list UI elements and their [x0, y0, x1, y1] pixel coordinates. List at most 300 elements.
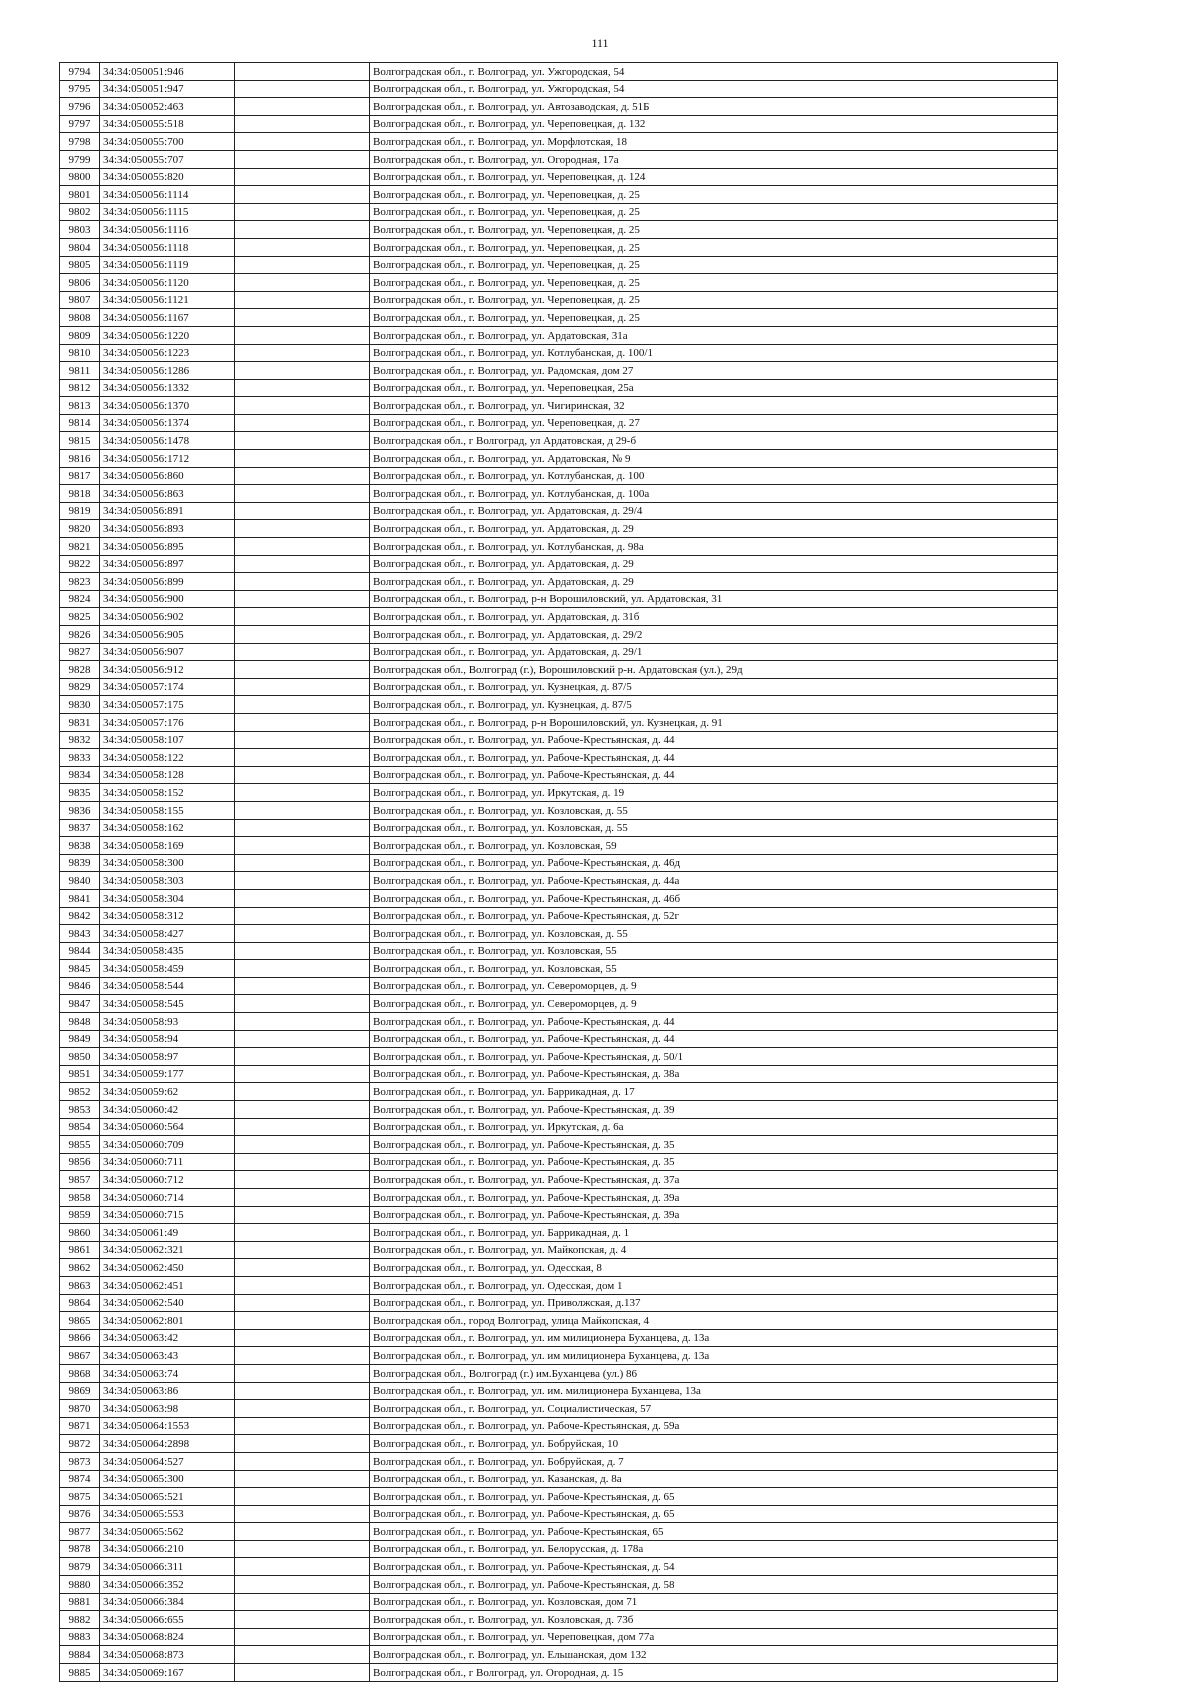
table-row	[60, 502, 1058, 520]
row-number: 9807	[60, 291, 100, 309]
address: Волгоградская обл., г. Волгоград, ул. Козловская, д. 55	[370, 801, 1058, 819]
address: Волгоградская обл., г. Волгоград, ул. им. милиционера Буханцева, 13а	[370, 1382, 1058, 1400]
table-row	[60, 1241, 1058, 1259]
empty-cell	[235, 1646, 370, 1664]
row-number: 9855	[60, 1136, 100, 1154]
row-number: 9853	[60, 1101, 100, 1119]
empty-cell	[235, 1189, 370, 1207]
cadastral-number: 34:34:050056:1374	[100, 414, 235, 432]
empty-cell	[235, 1664, 370, 1682]
row-number: 9859	[60, 1206, 100, 1224]
row-number: 9815	[60, 432, 100, 450]
table-row	[60, 1294, 1058, 1312]
table-row	[60, 379, 1058, 397]
cadastral-number: 34:34:050062:540	[100, 1294, 235, 1312]
table-row	[60, 432, 1058, 450]
address: Волгоградская обл., г. Волгоград, ул. Череповецкая, д. 25	[370, 221, 1058, 239]
empty-cell	[235, 1435, 370, 1453]
table-row	[60, 63, 1058, 81]
cadastral-number: 34:34:050061:49	[100, 1224, 235, 1242]
row-number: 9821	[60, 538, 100, 556]
row-number: 9840	[60, 872, 100, 890]
empty-cell	[235, 397, 370, 415]
cadastral-number: 34:34:050056:891	[100, 502, 235, 520]
row-number: 9825	[60, 608, 100, 626]
address: Волгоградская обл., г. Волгоград, ул. Рабоче-Крестьянская, д. 38а	[370, 1065, 1058, 1083]
address: Волгоградская обл., г. Волгоград, ул. Рабоче-Крестьянская, д. 35	[370, 1153, 1058, 1171]
cadastral-number: 34:34:050056:893	[100, 520, 235, 538]
empty-cell	[235, 326, 370, 344]
cadastral-number: 34:34:050056:900	[100, 590, 235, 608]
row-number: 9872	[60, 1435, 100, 1453]
address: Волгоградская обл., г. Волгоград, ул. Череповецкая, д. 25	[370, 238, 1058, 256]
empty-cell	[235, 1171, 370, 1189]
row-number: 9862	[60, 1259, 100, 1277]
cadastral-number: 34:34:050056:1121	[100, 291, 235, 309]
empty-cell	[235, 1382, 370, 1400]
address: Волгоградская обл., г. Волгоград, ул. Рабоче-Крестьянская, д. 39	[370, 1101, 1058, 1119]
cadastral-number: 34:34:050068:824	[100, 1628, 235, 1646]
row-number: 9861	[60, 1241, 100, 1259]
table-row	[60, 203, 1058, 221]
address: Волгоградская обл., г. Волгоград, ул. Котлубанская, д. 100а	[370, 485, 1058, 503]
row-number: 9866	[60, 1329, 100, 1347]
cadastral-number: 34:34:050056:1167	[100, 309, 235, 327]
row-number: 9820	[60, 520, 100, 538]
cadastral-number: 34:34:050066:210	[100, 1540, 235, 1558]
table-row	[60, 1417, 1058, 1435]
address: Волгоградская обл., г. Волгоград, ул. Иркутская, д. 19	[370, 784, 1058, 802]
table-row	[60, 573, 1058, 591]
table-row	[60, 819, 1058, 837]
empty-cell	[235, 1294, 370, 1312]
empty-cell	[235, 186, 370, 204]
table-row	[60, 450, 1058, 468]
address: Волгоградская обл., г. Волгоград, ул. Рабоче-Крестьянская, д. 65	[370, 1488, 1058, 1506]
table-row	[60, 1224, 1058, 1242]
row-number: 9796	[60, 98, 100, 116]
address: Волгоградская обл., Волгоград (г.), Ворошиловский р-н. Ардатовская (ул.), 29д	[370, 661, 1058, 679]
cadastral-number: 34:34:050062:450	[100, 1259, 235, 1277]
row-number: 9874	[60, 1470, 100, 1488]
table-row	[60, 291, 1058, 309]
address: Волгоградская обл., г. Волгоград, ул. Одесская, 8	[370, 1259, 1058, 1277]
row-number: 9797	[60, 115, 100, 133]
address: Волгоградская обл., г. Волгоград, ул. Белорусская, д. 178а	[370, 1540, 1058, 1558]
row-number: 9878	[60, 1540, 100, 1558]
cadastral-number: 34:34:050063:42	[100, 1329, 235, 1347]
address: Волгоградская обл., г. Волгоград, ул. Козловская, д. 55	[370, 819, 1058, 837]
cadastral-number: 34:34:050059:177	[100, 1065, 235, 1083]
row-number: 9882	[60, 1611, 100, 1629]
cadastral-number: 34:34:050058:169	[100, 837, 235, 855]
address: Волгоградская обл., г. Волгоград, ул. Рабоче-Крестьянская, д. 39а	[370, 1189, 1058, 1207]
cadastral-number: 34:34:050056:1119	[100, 256, 235, 274]
empty-cell	[235, 362, 370, 380]
row-number: 9816	[60, 450, 100, 468]
cadastral-number: 34:34:050058:107	[100, 731, 235, 749]
row-number: 9876	[60, 1505, 100, 1523]
table-row	[60, 1030, 1058, 1048]
cadastral-number: 34:34:050058:459	[100, 960, 235, 978]
table-row	[60, 1329, 1058, 1347]
empty-cell	[235, 414, 370, 432]
address: Волгоградская обл., г. Волгоград, ул. им милиционера Буханцева, д. 13а	[370, 1347, 1058, 1365]
empty-cell	[235, 1329, 370, 1347]
empty-cell	[235, 485, 370, 503]
table-row	[60, 221, 1058, 239]
cadastral-number: 34:34:050062:451	[100, 1276, 235, 1294]
table-row	[60, 1452, 1058, 1470]
empty-cell	[235, 450, 370, 468]
address: Волгоградская обл., г. Волгоград, ул. Рабоче-Крестьянская, д. 46д	[370, 854, 1058, 872]
empty-cell	[235, 1558, 370, 1576]
cadastral-number: 34:34:050056:1114	[100, 186, 235, 204]
empty-cell	[235, 520, 370, 538]
row-number: 9828	[60, 661, 100, 679]
cadastral-number: 34:34:050062:801	[100, 1312, 235, 1330]
table-row	[60, 555, 1058, 573]
cadastral-number: 34:34:050068:873	[100, 1646, 235, 1664]
address: Волгоградская обл., г. Волгоград, ул. Череповецкая, д. 124	[370, 168, 1058, 186]
row-number: 9845	[60, 960, 100, 978]
table-row	[60, 766, 1058, 784]
row-number: 9810	[60, 344, 100, 362]
row-number: 9830	[60, 696, 100, 714]
row-number: 9857	[60, 1171, 100, 1189]
cadastral-number: 34:34:050055:820	[100, 168, 235, 186]
row-number: 9794	[60, 63, 100, 81]
empty-cell	[235, 1417, 370, 1435]
row-number: 9813	[60, 397, 100, 415]
table-row	[60, 889, 1058, 907]
empty-cell	[235, 1593, 370, 1611]
row-number: 9851	[60, 1065, 100, 1083]
row-number: 9819	[60, 502, 100, 520]
address: Волгоградская обл., г. Волгоград, ул. Череповецкая, 25а	[370, 379, 1058, 397]
address: Волгоградская обл., г. Волгоград, ул. Ардатовская, д. 29/2	[370, 626, 1058, 644]
empty-cell	[235, 168, 370, 186]
address: Волгоградская обл., г. Волгоград, ул. Кузнецкая, д. 87/5	[370, 678, 1058, 696]
row-number: 9836	[60, 801, 100, 819]
row-number: 9802	[60, 203, 100, 221]
cadastral-number: 34:34:050058:300	[100, 854, 235, 872]
empty-cell	[235, 1065, 370, 1083]
row-number: 9869	[60, 1382, 100, 1400]
table-row	[60, 1400, 1058, 1418]
table-row	[60, 1646, 1058, 1664]
empty-cell	[235, 555, 370, 573]
cadastral-number: 34:34:050056:1118	[100, 238, 235, 256]
address: Волгоградская обл., г. Волгоград, ул. Рабоче-Крестьянская, д. 50/1	[370, 1048, 1058, 1066]
empty-cell	[235, 925, 370, 943]
row-number: 9805	[60, 256, 100, 274]
address: Волгоградская обл., г. Волгоград, ул. Котлубанская, д. 98а	[370, 538, 1058, 556]
address: Волгоградская обл., г. Волгоград, р-н Ворошиловский, ул. Ардатовская, 31	[370, 590, 1058, 608]
address: Волгоградская обл., г. Волгоград, ул. Бобруйская, 10	[370, 1435, 1058, 1453]
table-row	[60, 115, 1058, 133]
cadastral-number: 34:34:050052:463	[100, 98, 235, 116]
table-row	[60, 1593, 1058, 1611]
row-number: 9854	[60, 1118, 100, 1136]
table-row	[60, 749, 1058, 767]
row-number: 9838	[60, 837, 100, 855]
address: Волгоградская обл., г. Волгоград, ул. Рабоче-Крестьянская, д. 65	[370, 1505, 1058, 1523]
row-number: 9884	[60, 1646, 100, 1664]
cadastral-number: 34:34:050056:897	[100, 555, 235, 573]
empty-cell	[235, 538, 370, 556]
empty-cell	[235, 133, 370, 151]
row-number: 9875	[60, 1488, 100, 1506]
address: Волгоградская обл., г. Волгоград, ул. Рабоче-Крестьянская, д. 39а	[370, 1206, 1058, 1224]
table-row	[60, 1576, 1058, 1594]
row-number: 9842	[60, 907, 100, 925]
table-row	[60, 1505, 1058, 1523]
row-number: 9864	[60, 1294, 100, 1312]
address: Волгоградская обл., г. Волгоград, ул. Рабоче-Крестьянская, д. 54	[370, 1558, 1058, 1576]
table-row	[60, 590, 1058, 608]
row-number: 9833	[60, 749, 100, 767]
empty-cell	[235, 274, 370, 292]
empty-cell	[235, 854, 370, 872]
register-body	[60, 63, 1058, 1682]
cadastral-number: 34:34:050064:1553	[100, 1417, 235, 1435]
address: Волгоградская обл., г. Волгоград, ул. Огородная, 17а	[370, 150, 1058, 168]
cadastral-number: 34:34:050058:427	[100, 925, 235, 943]
cadastral-number: 34:34:050058:544	[100, 977, 235, 995]
row-number: 9847	[60, 995, 100, 1013]
empty-cell	[235, 63, 370, 81]
row-number: 9863	[60, 1276, 100, 1294]
address: Волгоградская обл., г. Волгоград, ул. Одесская, дом 1	[370, 1276, 1058, 1294]
address: Волгоградская обл., г. Волгоград, ул. Козловская, 55	[370, 960, 1058, 978]
table-row	[60, 872, 1058, 890]
address: Волгоградская обл., г. Волгоград, ул. Баррикадная, д. 17	[370, 1083, 1058, 1101]
address: Волгоградская обл., г. Волгоград, ул. Череповецкая, д. 25	[370, 291, 1058, 309]
empty-cell	[235, 309, 370, 327]
empty-cell	[235, 590, 370, 608]
address: Волгоградская обл., г. Волгоград, ул. Рабоче-Крестьянская, д. 58	[370, 1576, 1058, 1594]
table-row	[60, 1101, 1058, 1119]
cadastral-number: 34:34:050056:1370	[100, 397, 235, 415]
table-row	[60, 731, 1058, 749]
cadastral-number: 34:34:050056:907	[100, 643, 235, 661]
empty-cell	[235, 819, 370, 837]
cadastral-number: 34:34:050060:711	[100, 1153, 235, 1171]
address: Волгоградская обл., г. Волгоград, ул. Череповецкая, д. 25	[370, 274, 1058, 292]
table-row	[60, 1048, 1058, 1066]
table-row	[60, 626, 1058, 644]
address: Волгоградская обл., г. Волгоград, ул. Североморцев, д. 9	[370, 977, 1058, 995]
table-row	[60, 467, 1058, 485]
address: Волгоградская обл., г. Волгоград, ул. Череповецкая, д. 132	[370, 115, 1058, 133]
cadastral-number: 34:34:050055:700	[100, 133, 235, 151]
empty-cell	[235, 1083, 370, 1101]
empty-cell	[235, 1241, 370, 1259]
register-table	[59, 62, 1058, 1682]
address: Волгоградская обл., г. Волгоград, ул. Морфлотская, 18	[370, 133, 1058, 151]
address: Волгоградская обл., г. Волгоград, ул. Рабоче-Крестьянская, д. 37а	[370, 1171, 1058, 1189]
table-row	[60, 1065, 1058, 1083]
empty-cell	[235, 1153, 370, 1171]
cadastral-number: 34:34:050056:895	[100, 538, 235, 556]
address: Волгоградская обл., г. Волгоград, ул. Рабоче-Крестьянская, д. 59а	[370, 1417, 1058, 1435]
address: Волгоградская обл., г Волгоград, ул Ардатовская, д 29-б	[370, 432, 1058, 450]
table-row	[60, 326, 1058, 344]
empty-cell	[235, 150, 370, 168]
address: Волгоградская обл., г. Волгоград, ул. Рабоче-Крестьянская, д. 44а	[370, 872, 1058, 890]
cadastral-number: 34:34:050058:162	[100, 819, 235, 837]
empty-cell	[235, 1224, 370, 1242]
table-row	[60, 608, 1058, 626]
empty-cell	[235, 1540, 370, 1558]
empty-cell	[235, 1048, 370, 1066]
cadastral-number: 34:34:050060:712	[100, 1171, 235, 1189]
row-number: 9841	[60, 889, 100, 907]
cadastral-number: 34:34:050060:564	[100, 1118, 235, 1136]
table-row	[60, 1540, 1058, 1558]
empty-cell	[235, 1488, 370, 1506]
table-row	[60, 960, 1058, 978]
empty-cell	[235, 1030, 370, 1048]
empty-cell	[235, 1523, 370, 1541]
table-row	[60, 977, 1058, 995]
empty-cell	[235, 801, 370, 819]
address: Волгоградская обл., г. Волгоград, ул. Рабоче-Крестьянская, д. 44	[370, 749, 1058, 767]
cadastral-number: 34:34:050058:94	[100, 1030, 235, 1048]
cadastral-number: 34:34:050056:863	[100, 485, 235, 503]
row-number: 9868	[60, 1364, 100, 1382]
cadastral-number: 34:34:050058:312	[100, 907, 235, 925]
table-row	[60, 837, 1058, 855]
empty-cell	[235, 238, 370, 256]
address: Волгоградская обл., г. Волгоград, ул. Ардатовская, д. 31б	[370, 608, 1058, 626]
row-number: 9881	[60, 1593, 100, 1611]
row-number: 9799	[60, 150, 100, 168]
table-row	[60, 1276, 1058, 1294]
row-number: 9812	[60, 379, 100, 397]
cadastral-number: 34:34:050056:905	[100, 626, 235, 644]
address: Волгоградская обл., г. Волгоград, ул. Котлубанская, д. 100	[370, 467, 1058, 485]
cadastral-number: 34:34:050051:947	[100, 80, 235, 98]
address: Волгоградская обл., г. Волгоград, ул. Рабоче-Крестьянская, д. 35	[370, 1136, 1058, 1154]
table-row	[60, 256, 1058, 274]
row-number: 9837	[60, 819, 100, 837]
row-number: 9795	[60, 80, 100, 98]
table-row	[60, 520, 1058, 538]
empty-cell	[235, 98, 370, 116]
empty-cell	[235, 907, 370, 925]
cadastral-number: 34:34:050063:74	[100, 1364, 235, 1382]
address: Волгоградская обл., г. Волгоград, ул. Череповецкая, дом 77а	[370, 1628, 1058, 1646]
empty-cell	[235, 837, 370, 855]
cadastral-number: 34:34:050058:435	[100, 942, 235, 960]
address: Волгоградская обл., г. Волгоград, ул. Социалистическая, 57	[370, 1400, 1058, 1418]
address: Волгоградская обл., г. Волгоград, ул. Череповецкая, д. 25	[370, 309, 1058, 327]
table-row	[60, 1558, 1058, 1576]
address: Волгоградская обл., город Волгоград, улица Майкопская, 4	[370, 1312, 1058, 1330]
row-number: 9826	[60, 626, 100, 644]
table-row	[60, 397, 1058, 415]
empty-cell	[235, 960, 370, 978]
empty-cell	[235, 995, 370, 1013]
cadastral-number: 34:34:050058:93	[100, 1013, 235, 1031]
row-number: 9871	[60, 1417, 100, 1435]
address: Волгоградская обл., г. Волгоград, ул. Рабоче-Крестьянская, д. 52г	[370, 907, 1058, 925]
address: Волгоградская обл., г. Волгоград, ул. Череповецкая, д. 27	[370, 414, 1058, 432]
table-row	[60, 238, 1058, 256]
cadastral-number: 34:34:050058:304	[100, 889, 235, 907]
row-number: 9858	[60, 1189, 100, 1207]
empty-cell	[235, 1452, 370, 1470]
cadastral-number: 34:34:050060:709	[100, 1136, 235, 1154]
table-row	[60, 713, 1058, 731]
table-row	[60, 1189, 1058, 1207]
cadastral-number: 34:34:050062:321	[100, 1241, 235, 1259]
cadastral-number: 34:34:050056:1223	[100, 344, 235, 362]
row-number: 9846	[60, 977, 100, 995]
address: Волгоградская обл., г. Волгоград, ул. Козловская, 55	[370, 942, 1058, 960]
address: Волгоградская обл., г. Волгоград, ул. Череповецкая, д. 25	[370, 203, 1058, 221]
table-row	[60, 344, 1058, 362]
cadastral-number: 34:34:050060:42	[100, 1101, 235, 1119]
row-number: 9849	[60, 1030, 100, 1048]
empty-cell	[235, 379, 370, 397]
table-row	[60, 1312, 1058, 1330]
row-number: 9809	[60, 326, 100, 344]
empty-cell	[235, 1259, 370, 1277]
cadastral-number: 34:34:050058:128	[100, 766, 235, 784]
address: Волгоградская обл., г. Волгоград, ул. Майкопская, д. 4	[370, 1241, 1058, 1259]
table-row	[60, 1470, 1058, 1488]
row-number: 9870	[60, 1400, 100, 1418]
row-number: 9814	[60, 414, 100, 432]
table-row	[60, 1259, 1058, 1277]
cadastral-number: 34:34:050063:43	[100, 1347, 235, 1365]
row-number: 9831	[60, 713, 100, 731]
cadastral-number: 34:34:050063:86	[100, 1382, 235, 1400]
cadastral-number: 34:34:050056:902	[100, 608, 235, 626]
empty-cell	[235, 203, 370, 221]
row-number: 9804	[60, 238, 100, 256]
address: Волгоградская обл., г. Волгоград, ул. Казанская, д. 8а	[370, 1470, 1058, 1488]
empty-cell	[235, 1364, 370, 1382]
row-number: 9808	[60, 309, 100, 327]
empty-cell	[235, 1470, 370, 1488]
cadastral-number: 34:34:050065:521	[100, 1488, 235, 1506]
empty-cell	[235, 1576, 370, 1594]
address: Волгоградская обл., г. Волгоград, ул. Ардатовская, д. 29/4	[370, 502, 1058, 520]
cadastral-number: 34:34:050056:1478	[100, 432, 235, 450]
table-row	[60, 1171, 1058, 1189]
empty-cell	[235, 1013, 370, 1031]
empty-cell	[235, 1400, 370, 1418]
table-row	[60, 186, 1058, 204]
cadastral-number: 34:34:050056:1332	[100, 379, 235, 397]
row-number: 9843	[60, 925, 100, 943]
address: Волгоградская обл., г. Волгоград, ул. Ужгородская, 54	[370, 80, 1058, 98]
address: Волгоградская обл., г. Волгоград, ул. Чигиринская, 32	[370, 397, 1058, 415]
address: Волгоградская обл., г. Волгоград, ул. Череповецкая, д. 25	[370, 256, 1058, 274]
empty-cell	[235, 1347, 370, 1365]
address: Волгоградская обл., г. Волгоград, ул. Бобруйская, д. 7	[370, 1452, 1058, 1470]
empty-cell	[235, 502, 370, 520]
address: Волгоградская обл., г. Волгоград, ул. Иркутская, д. 6а	[370, 1118, 1058, 1136]
address: Волгоградская обл., г. Волгоград, ул. Череповецкая, д. 25	[370, 186, 1058, 204]
address: Волгоградская обл., г. Волгоград, ул. Рабоче-Крестьянская, д. 46б	[370, 889, 1058, 907]
table-row	[60, 98, 1058, 116]
row-number: 9827	[60, 643, 100, 661]
